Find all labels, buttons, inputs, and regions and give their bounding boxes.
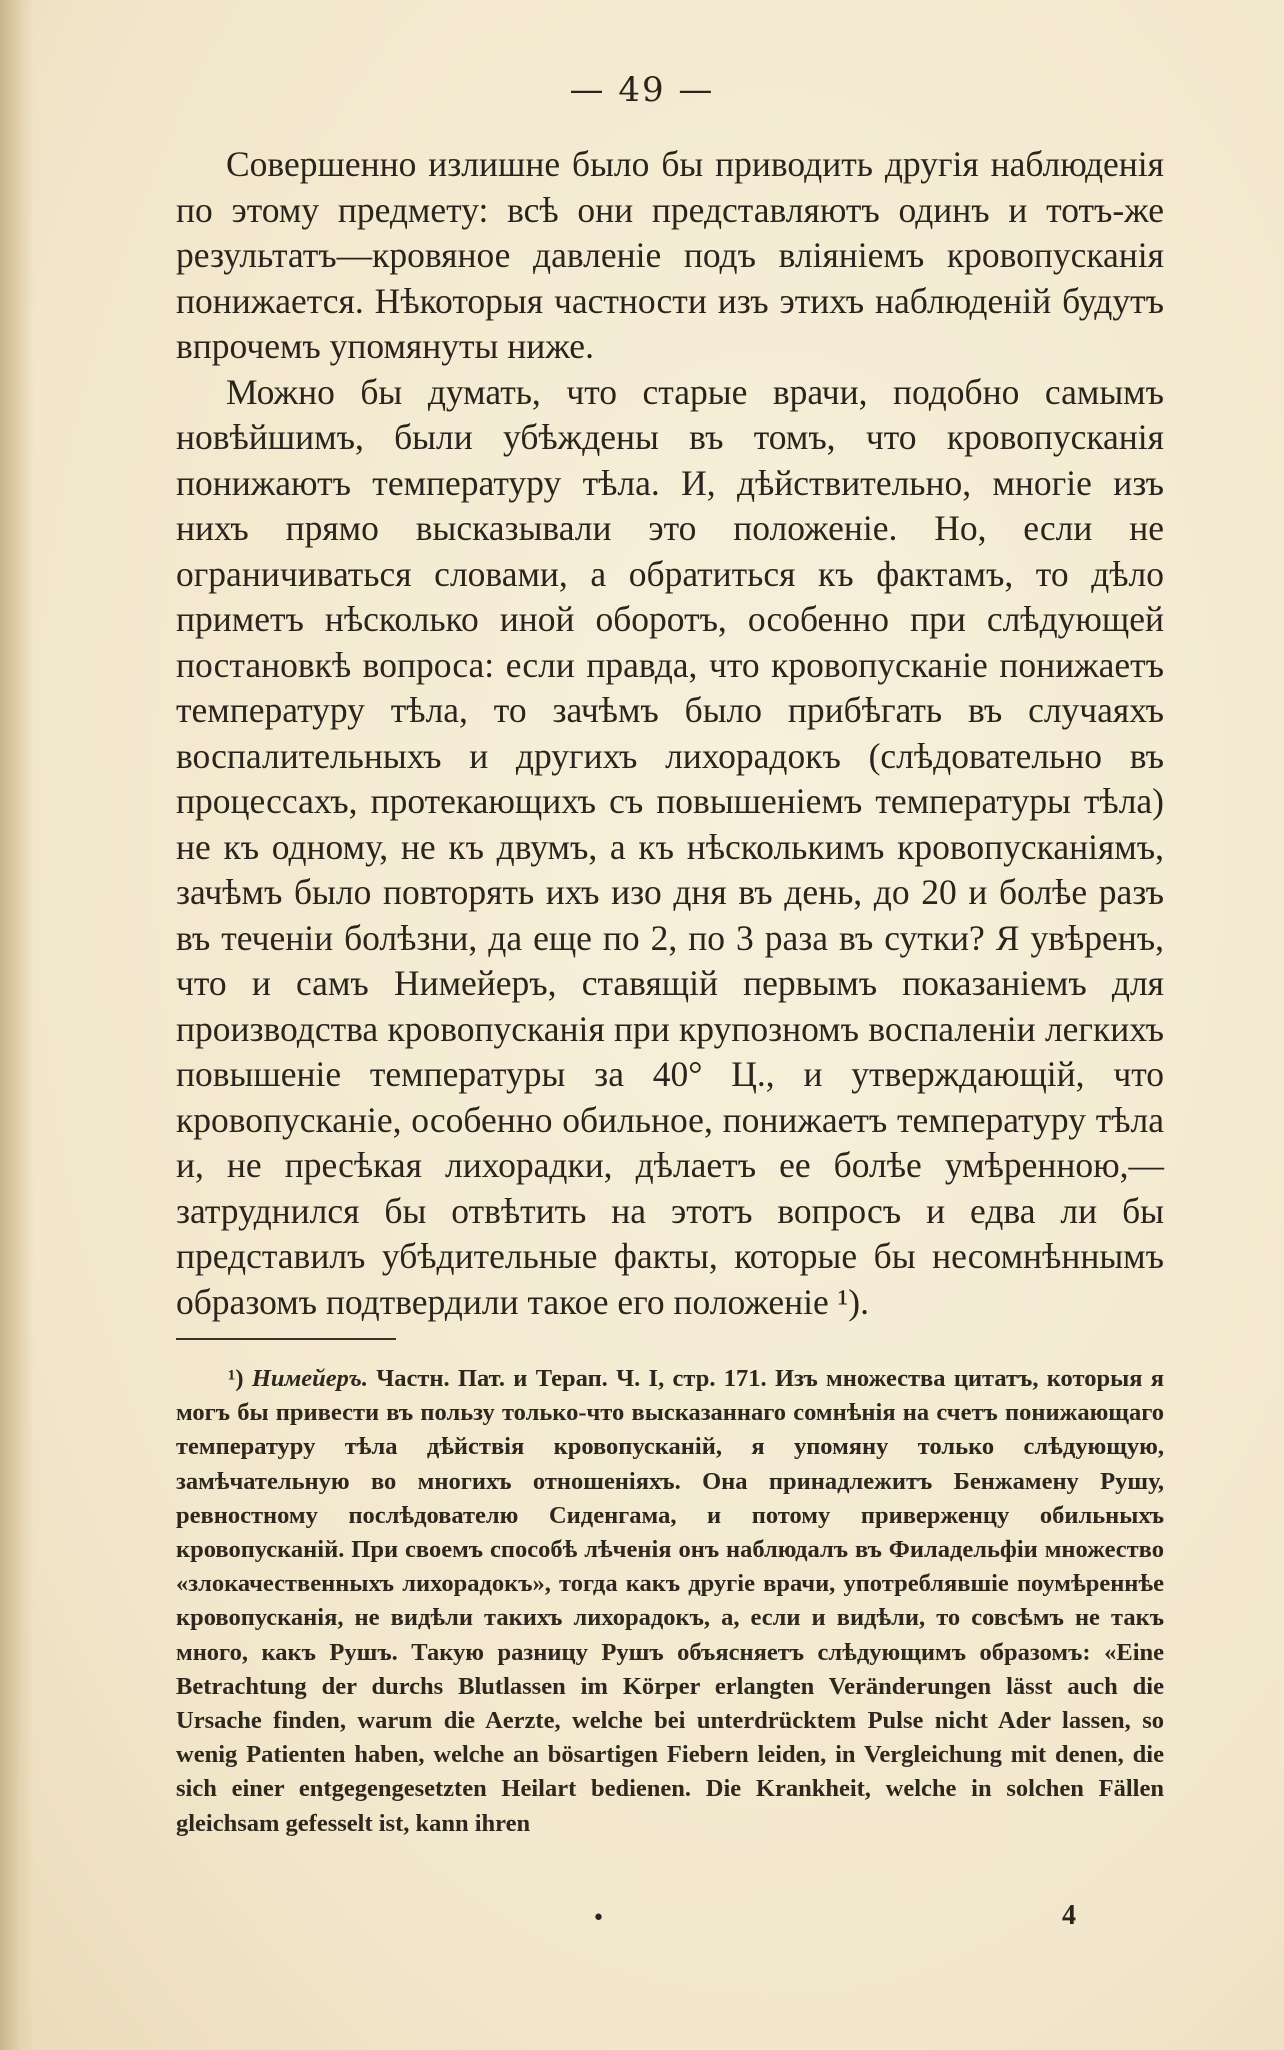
footnote xyxy=(176,1362,1164,1841)
page-spine-shadow xyxy=(0,0,34,2050)
footnote-marker: ¹) xyxy=(228,1365,244,1392)
paragraph: Можно бы думать, что старые врачи, подобно самымъ новѣйшимъ, были убѣждены въ томъ, что кровопусканія понижаютъ температуру тѣла. И, дѣйствительно, многіе изъ нихъ прямо высказывали это положеніе. Но, если не ограничиваться словами, а обратиться къ фактамъ, то дѣло приметъ нѣсколько иной оборотъ, особенно при слѣдующей постановкѣ вопроса: если правда, что кровопусканіе понижаетъ температуру тѣла, то зачѣмъ было прибѣгать въ случаяхъ воспалительныхъ и другихъ лихорадокъ (слѣдовательно въ процессахъ, протекающихъ съ повышеніемъ температуры тѣла) не къ одному, не къ двумъ, а къ нѣсколькимъ кровопусканіямъ, зачѣмъ было повторять ихъ изо дня въ день, до 20 и болѣе разъ въ теченіи болѣзни, да еще по 2, по 3 раза въ сутки? Я увѣренъ, что и самъ Нимейеръ, ставящій первымъ показаніемъ для производства кровопусканія при крупозномъ воспаленіи легкихъ повышеніе температуры за 40° Ц., и утверждающій, что кровопусканіе, особенно обильное, понижаетъ температуру тѣла и, не пресѣкая лихорадки, дѣлаетъ ее болѣе умѣренною,—затруднился бы отвѣтить на этотъ вопросъ и едва ли бы представилъ убѣдительные факты, которые бы несомнѣннымъ образомъ подтвердили такое его положеніе ¹). xyxy=(176,371,1164,1322)
footnote-divider xyxy=(176,1338,396,1340)
footnote-text: Частн. Пат. и Терап. Ч. I, стр. 171. Изъ множества цитатъ, которыя я могъ бы привести въ пользу только-что высказаннаго сомнѣнія на счетъ понижающаго температуру тѣла дѣйствія кровопусканій, я упомяну только слѣдующую, замѣчательную во многихъ отношеніяхъ. Она принадлежитъ Бенжамену Рушу, ревностному послѣдователю Сиденгама, и потому приверженцу обильныхъ кровопусканій. При своемъ способѣ лѣченія онъ наблюдалъ въ Филадельфіи множество «злокачественныхъ лихорадокъ», тогда какъ другіе врачи, употреблявшіе поумѣреннѣе кровопусканія, не видѣли такихъ лихорадокъ, а, если и видѣли, то совсѣмъ не такъ много, какъ Рушъ. Такую разницу Рушъ объясняетъ слѣдующимъ образомъ: «Eine Betrachtung der durchs Blutlassen im Körper erlangten Veränderungen lässt auch die Ursache finden, warum die Aerzte, welche bei unterdrücktem Pulse nicht Ader lassen, so wenig Patienten haben, welche an bösartigen Fiebern leiden, in Vergleichung mit denen, die sich einer entgegengesetzten Heilart bedienen. Die Krankheit, welche in solchen Fällen gleichsam gefesselt ist, kann ihren xyxy=(176,1365,1165,1837)
paragraph: Совершенно излишне было бы приводить другія наблюденія по этому предмету: всѣ они представляютъ одинъ и тотъ-же результатъ—кровяное давленіе подъ вліяніемъ кровопусканія понижается. Нѣкоторыя частности изъ этихъ наблюденій будутъ впрочемъ упомянуты ниже. xyxy=(176,144,1164,366)
printer-dot: • xyxy=(592,1906,605,1931)
footnote-paragraph xyxy=(176,1362,1164,1841)
footnote-author: Нимейеръ. xyxy=(251,1365,368,1392)
signature-mark: 4 xyxy=(1062,1900,1076,1931)
main-text xyxy=(176,142,1164,1325)
page-number: — 49 — xyxy=(569,70,715,110)
